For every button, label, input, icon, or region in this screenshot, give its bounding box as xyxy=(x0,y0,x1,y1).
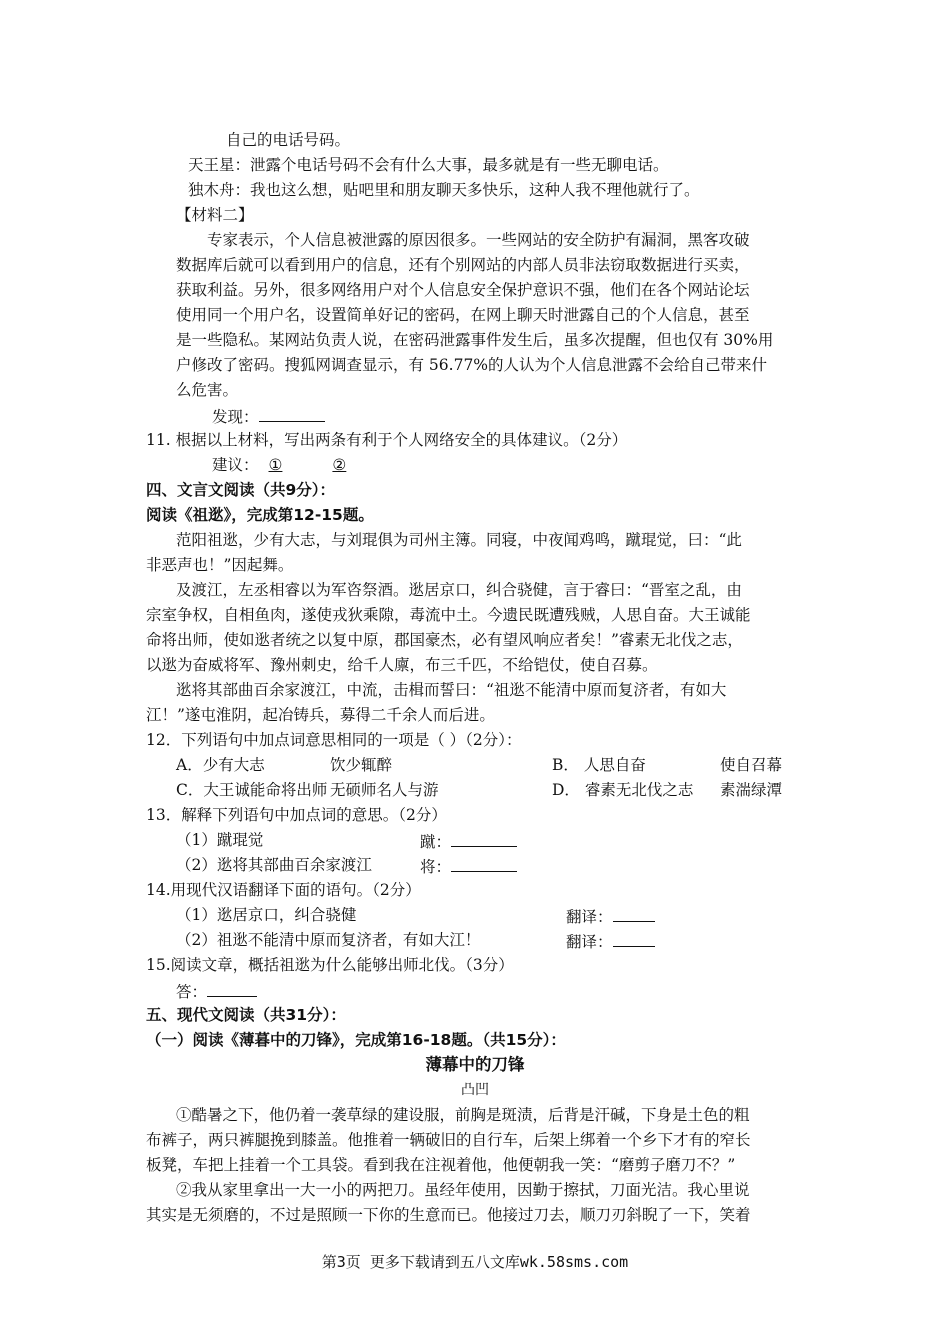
paragraph-line: 专家表示，个人信息被泄露的原因很多。一些网站的安全防护有漏洞，黑客攻破 xyxy=(207,231,750,249)
classical-text-line: 命将出师，使如逖者统之以复中原，郡国豪杰，必有望风响应者矣！”睿素无北伐之志， xyxy=(146,631,743,649)
question-12: 12．下列语句中加点词意思相同的一项是（ ）（2分）： xyxy=(146,731,522,749)
article-line: 板凳，车把上挂着一个工具袋。看到我在注视着他，他便朝我一笑：“磨剪子磨刀不？” xyxy=(146,1156,736,1174)
classical-text-line: 以逖为奋威将军、豫州刺史，给千人廪，布三千匹，不给铠仗，使自召募。 xyxy=(146,656,658,674)
advice-blank-1[interactable]: ① xyxy=(268,456,283,474)
article-line: ①酷暑之下，他仍着一袭草绿的建设服，前胸是斑渍，后背是汗碱，下身是土色的粗 xyxy=(176,1106,750,1124)
paragraph-line: 使用同一个用户名，设置简单好记的密码，在网上聊天时泄露自己的个人信息，甚至 xyxy=(176,306,750,324)
question-14-item: （2）祖逖不能清中原而复济者，有如大江！ xyxy=(176,931,481,949)
gloss-field: 蹴： xyxy=(420,828,517,854)
article-line: ②我从家里拿出一大一小的两把刀。虽经年使用，因勤于擦拭，刀面光洁。我心里说 xyxy=(176,1181,750,1199)
option-d-pair: 素湍绿潭 xyxy=(720,781,783,799)
text-line: 自己的电话号码。 xyxy=(226,131,351,149)
find-field: 发现： xyxy=(212,403,325,429)
answer-blank[interactable] xyxy=(207,978,257,997)
gloss-field: 将： xyxy=(420,853,517,879)
option-c[interactable]: C．大王诚能命将出师 xyxy=(176,781,328,799)
advice-field: 建议： ① ② xyxy=(212,456,347,474)
question-11: 11. 根据以上材料，写出两条有利于个人网络安全的具体建议。（2分） xyxy=(146,431,628,449)
answer-blank[interactable] xyxy=(613,903,655,922)
option-b[interactable]: B． 人思自奋 xyxy=(552,756,646,774)
translate-field: 翻译： xyxy=(566,903,655,929)
classical-text-line: 江！”遂屯淮阴，起冶铸兵，募得二千余人而后进。 xyxy=(146,706,495,724)
option-d[interactable]: D． 睿素无北伐之志 xyxy=(552,781,694,799)
paragraph-line: 获取利益。另外，很多网络用户对个人信息安全保护意识不强，他们在各个网站论坛 xyxy=(176,281,750,299)
question-14: 14.用现代汉语翻译下面的语句。（2分） xyxy=(146,881,421,899)
page-footer: 第3页 更多下载请到五八文库wk.58sms.com xyxy=(321,1253,629,1271)
article-title: 薄幕中的刀锋 xyxy=(425,1055,525,1074)
answer-field: 答： xyxy=(176,978,257,1004)
answer-blank[interactable] xyxy=(451,828,517,847)
classical-text-line: 宗室争权，自相鱼肉，遂使戎狄乘隙，毒流中土。今遗民既遭残贼，人思自奋。大王诚能 xyxy=(146,606,751,624)
classical-text-line: 及渡江，左丞相睿以为军咨祭酒。逖居京口，纠合骁健，言于睿曰：“晋室之乱，由 xyxy=(176,581,742,599)
answer-blank[interactable] xyxy=(259,403,325,422)
option-b-pair: 使自召幕 xyxy=(720,756,783,774)
question-13-item: （2）逖将其部曲百余家渡江 xyxy=(176,856,372,874)
question-13: 13．解释下列语句中加点词的意思。（2分） xyxy=(146,806,447,824)
classical-text-line: 范阳祖逖，少有大志，与刘琨俱为司州主簿。同寝，中夜闻鸡鸣，蹴琨觉，曰：“此 xyxy=(176,531,742,549)
paragraph-line: 数据库后就可以看到用户的信息，还有个别网站的内部人员非法窃取数据进行买卖， xyxy=(176,256,750,274)
answer-blank[interactable] xyxy=(613,928,655,947)
section-heading: 五、现代文阅读（共31分）： xyxy=(146,1006,346,1024)
paragraph-line: 户修改了密码。搜狐网调查显示，有 56.77%的人认为个人信息泄露不会给自己带来什 xyxy=(176,356,768,374)
question-14-item: （1）逖居京口，纠合骁健 xyxy=(176,906,357,924)
reading-instruction: 阅读《祖逖》，完成第12-15题。 xyxy=(146,506,374,524)
article-author: 凸凹 xyxy=(461,1082,489,1098)
translate-field: 翻译： xyxy=(566,928,655,954)
answer-blank[interactable] xyxy=(451,853,517,872)
classical-text-line: 非恶声也！”因起舞。 xyxy=(146,556,294,574)
section-heading: 四、文言文阅读（共9分）： xyxy=(146,481,336,499)
advice-blank-2[interactable]: ② xyxy=(332,456,347,474)
question-13-item: （1）蹴琨觉 xyxy=(176,831,264,849)
paragraph-line: 是一些隐私。某网站负责人说，在密码泄露事件发生后，虽多次提醒，但也仅有 30%用 xyxy=(176,331,774,349)
reading-instruction: （一）阅读《薄暮中的刀锋》，完成第16-18题。（共15分）： xyxy=(146,1031,566,1049)
article-line: 布裤子，两只裤腿挽到膝盖。他推着一辆破旧的自行车，后架上绑着一个乡下才有的窄长 xyxy=(146,1131,751,1149)
article-line: 其实是无须磨的，不过是照顾一下你的生意而已。他接过刀去，顺刀刃斜睨了一下，笑着 xyxy=(146,1206,751,1224)
dialogue-line: 独木舟：我也这么想，贴吧里和朋友聊天多快乐，这种人我不理他就行了。 xyxy=(188,181,700,199)
paragraph-line: 么危害。 xyxy=(176,381,239,399)
option-a-pair: 饮少辄醉 xyxy=(330,756,393,774)
question-15: 15.阅读文章，概括祖逖为什么能够出师北伐。（3分） xyxy=(146,956,514,974)
dialogue-line: 天王星：泄露个电话号码不会有什么大事，最多就是有一些无聊电话。 xyxy=(188,156,669,174)
option-c-pair: 无硕师名人与游 xyxy=(330,781,439,799)
option-a[interactable]: A．少有大志 xyxy=(176,756,265,774)
classical-text-line: 逖将其部曲百余家渡江，中流，击楫而誓曰：“祖逖不能清中原而复济者，有如大 xyxy=(176,681,727,699)
material-heading: 【材料二】 xyxy=(176,206,254,224)
